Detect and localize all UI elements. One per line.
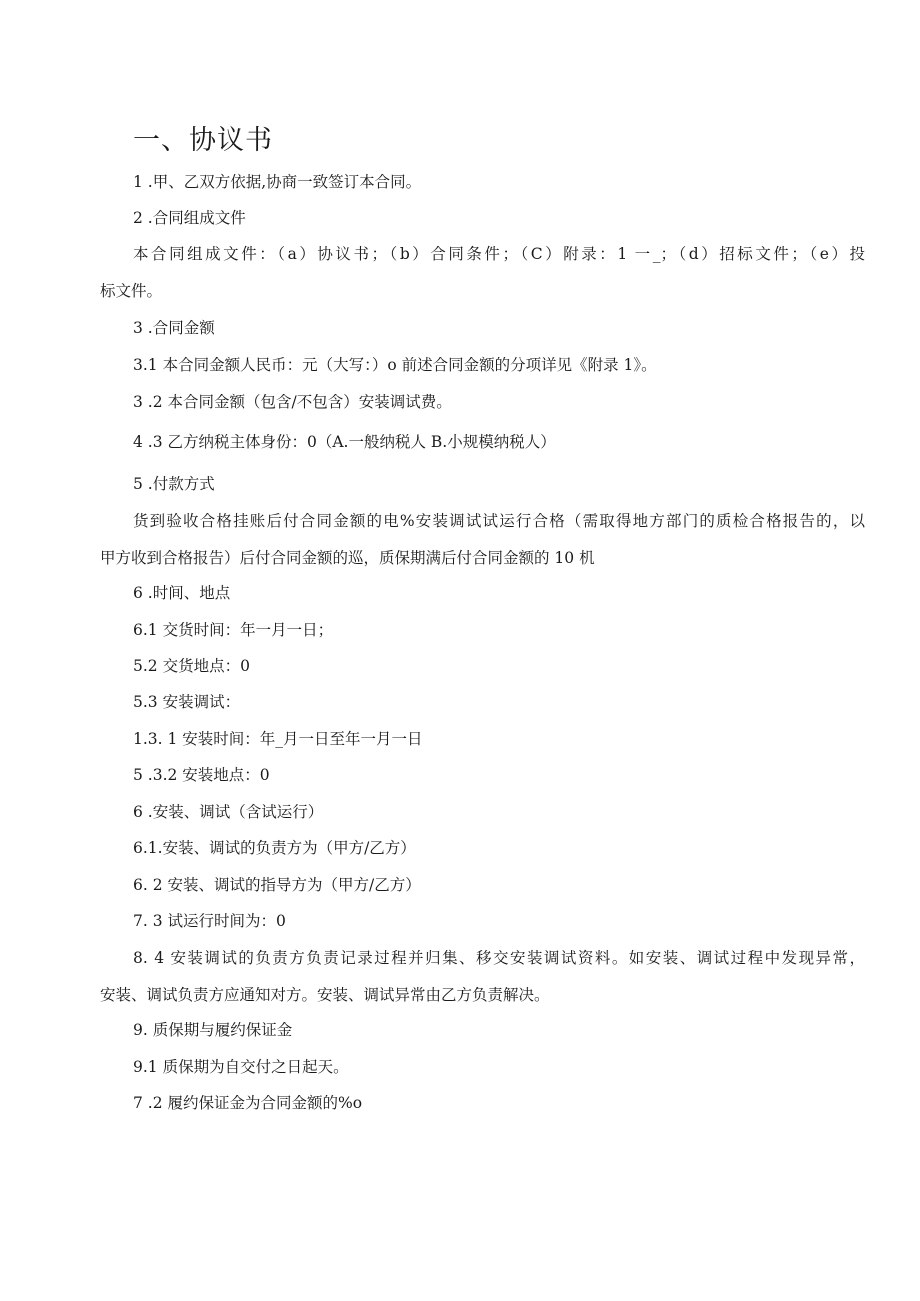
clause-5-heading: 5 .付款方式 (133, 475, 215, 493)
clause-5-2: 5.2 交货地点：0 (133, 657, 250, 675)
clause-5-body-line-1: 货到验收合格挂账后付合同金额的电%安装调试试运行合格（需取得地方部门的质检合格报告的，以 (133, 512, 865, 530)
clause-1-3-1: 1.3. 1 安装时间：年_月一日至年一月一日 (133, 730, 423, 748)
clause-2-heading: 2 .合同组成文件 (133, 209, 246, 227)
clause-8-4-line-2: 安装、调试负责方应通知对方。安装、调试异常由乙方负责解决。 (100, 986, 550, 1004)
clause-3-heading: 3 .合同金额 (133, 319, 215, 337)
clause-6-2-guidance: 6. 2 安装、调试的指导方为（甲方/乙方） (133, 876, 421, 894)
clause-1: 1 .甲、乙双方依据,协商一致签订本合同。 (133, 173, 422, 191)
document-title: 一、协议书 (133, 125, 273, 156)
clause-7-2-bond: 7 .2 履约保证金为合同金额的%o (133, 1094, 363, 1112)
clause-8-4-body (100, 948, 865, 1005)
clause-4-3: 4 .3 乙方纳税主体身份：0（A.一般纳税人 B.小规模纳税人） (133, 433, 556, 451)
clause-3-1: 3.1 本合同金额人民币：元（大写：）o 前述合同金额的分项详见《附录 1》。 (133, 356, 657, 374)
clause-5-3: 5.3 安装调试： (133, 693, 241, 711)
clause-5-body (100, 511, 865, 568)
clause-2-body-line-2: 标文件。 (100, 282, 163, 300)
clause-9-heading: 9. 质保期与履约保证金 (133, 1021, 293, 1039)
clause-6-heading: 6 .时间、地点 (133, 584, 231, 602)
clause-3-2: 3 .2 本合同金额（包含/不包含）安装调试费。 (133, 393, 452, 411)
clause-6-1: 6.1 交货时间：年一月一日； (133, 621, 334, 639)
clause-9-1: 9.1 质保期为自交付之日起天。 (133, 1058, 349, 1076)
clause-6-install-heading: 6 .安装、调试（含试运行） (133, 803, 324, 821)
clause-2-body-line-1: 本合同组成文件：（a）协议书；（b）合同条件；（C）附录：1 一_；（d）招标文件；（e）投 (133, 245, 865, 263)
clause-5-body-line-2: 甲方收到合格报告）后付合同金额的巡，质保期满后付合同金额的 10 机 (100, 549, 595, 567)
clause-5-3-2: 5 .3.2 安装地点：0 (133, 766, 270, 784)
clause-7-3-trial: 7. 3 试运行时间为：0 (133, 912, 286, 930)
clause-6-1-responsible: 6.1.安装、调试的负责方为（甲方/乙方） (133, 839, 416, 857)
clause-8-4-line-1: 8. 4 安装调试的负责方负责记录过程并归集、移交安装调试资料。如安装、调试过程中发现异常， (133, 949, 865, 967)
clause-2-body (100, 244, 865, 301)
